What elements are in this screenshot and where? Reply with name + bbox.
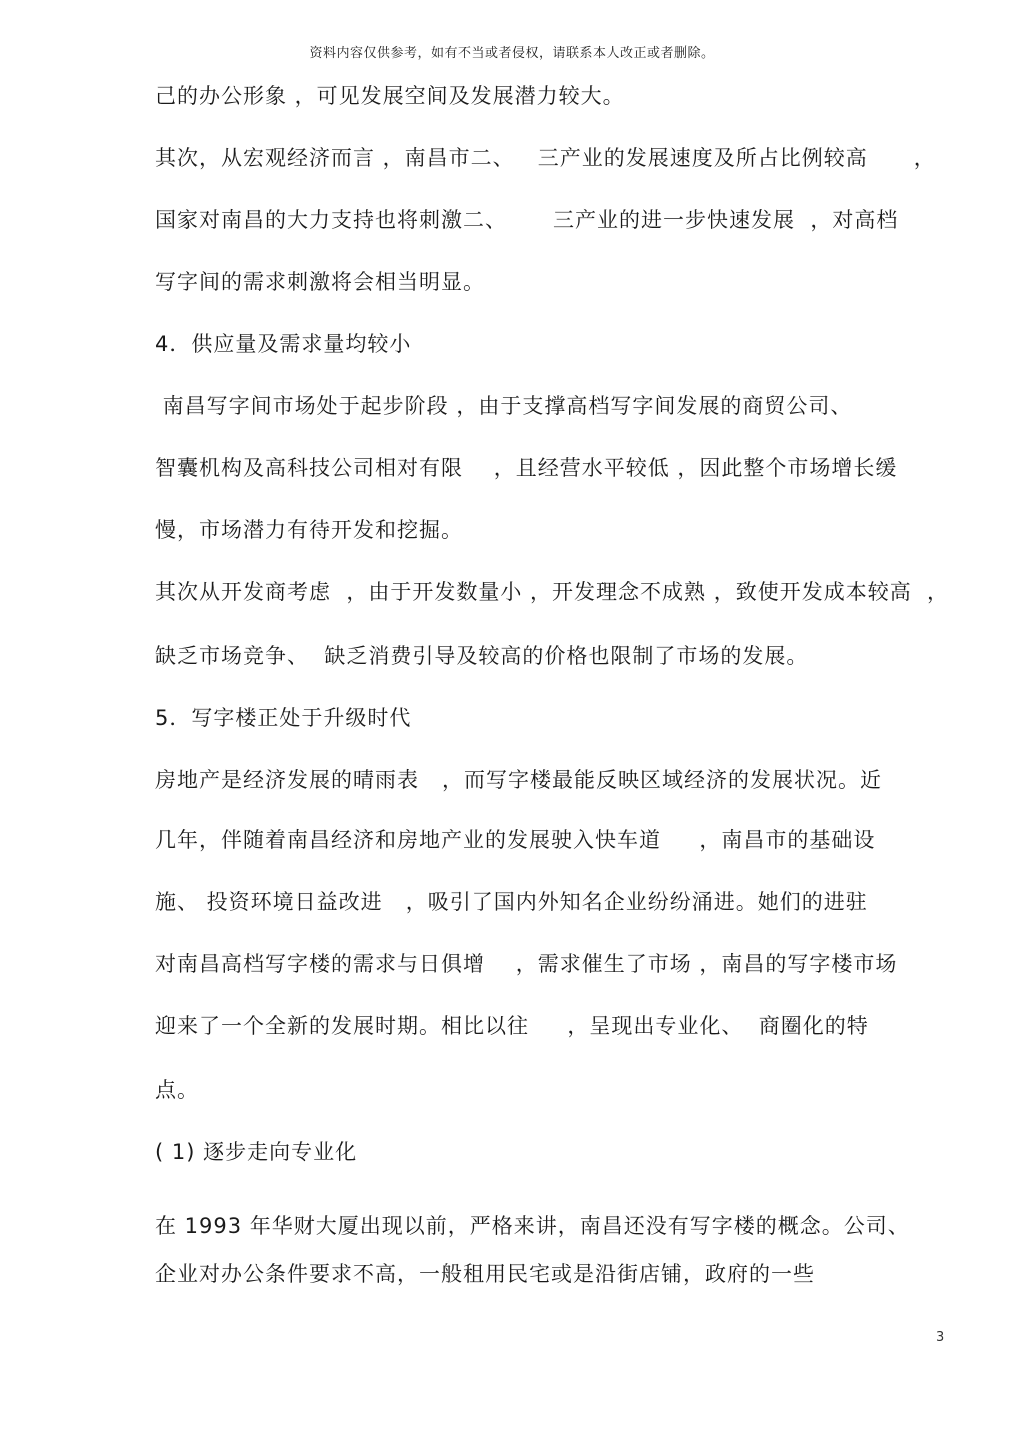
section-heading: 5．写字楼正处于升级时代 bbox=[155, 706, 412, 730]
subsection-heading: ( 1) 逐步走向专业化 bbox=[155, 1140, 358, 1164]
text-line: 国家对南昌的大力支持也将刺激二、 三产业的进一步快速发展 ，对高档 bbox=[155, 208, 899, 232]
text-line: 智囊机构及高科技公司相对有限 ，且经营水平较低 ，因此整个市场增长缓 bbox=[155, 456, 898, 480]
text-line: 房地产是经济发展的晴雨表 ，而写字楼最能反映区域经济的发展状况。近 bbox=[155, 768, 883, 792]
text-line: 对南昌高档写字楼的需求与日俱增 ，需求催生了市场 ，南昌的写字楼市场 bbox=[155, 952, 898, 976]
text-line: 南昌写字间市场处于起步阶段 ，由于支撑高档写字间发展的商贸公司、 bbox=[155, 394, 853, 418]
text-line: 己的办公形象 ，可见发展空间及发展潜力较大。 bbox=[155, 84, 625, 108]
text-line: 在 1993 年华财大厦出现以前，严格来讲，南昌还没有写字楼的概念。公司、 bbox=[155, 1214, 910, 1238]
text-line: 其次，从宏观经济而言 ，南昌市二、 三产业的发展速度及所占比例较高 ， bbox=[155, 146, 936, 170]
text-line: 慢，市场潜力有待开发和挖掘。 bbox=[155, 518, 463, 542]
section-heading: 4．供应量及需求量均较小 bbox=[155, 332, 412, 356]
text-line: 迎来了一个全新的发展时期。相比以往 ，呈现出专业化、 商圈化的特 bbox=[155, 1014, 869, 1038]
text-line: 其次从开发商考虑 ，由于开发数量小 ，开发理念不成熟 ，致使开发成本较高 ， bbox=[155, 580, 950, 604]
text-line: 几年，伴随着南昌经济和房地产业的发展驶入快车道 ，南昌市的基础设 bbox=[155, 828, 876, 852]
text-line: 企业对办公条件要求不高，一般租用民宅或是沿街店铺，政府的一些 bbox=[155, 1262, 815, 1286]
text-line: 写字间的需求刺激将会相当明显。 bbox=[155, 270, 485, 294]
page-number: 3 bbox=[936, 1330, 945, 1345]
text-line: 施、 投资环境日益改进 ，吸引了国内外知名企业纷纷涌进。她们的进驻 bbox=[155, 890, 868, 914]
page-header-note: 资料内容仅供参考，如有不当或者侵权，请联系本人改正或者删除。 bbox=[309, 46, 715, 61]
text-line: 点。 bbox=[155, 1078, 199, 1102]
text-line: 缺乏市场竞争、 缺乏消费引导及较高的价格也限制了市场的发展。 bbox=[155, 644, 809, 668]
